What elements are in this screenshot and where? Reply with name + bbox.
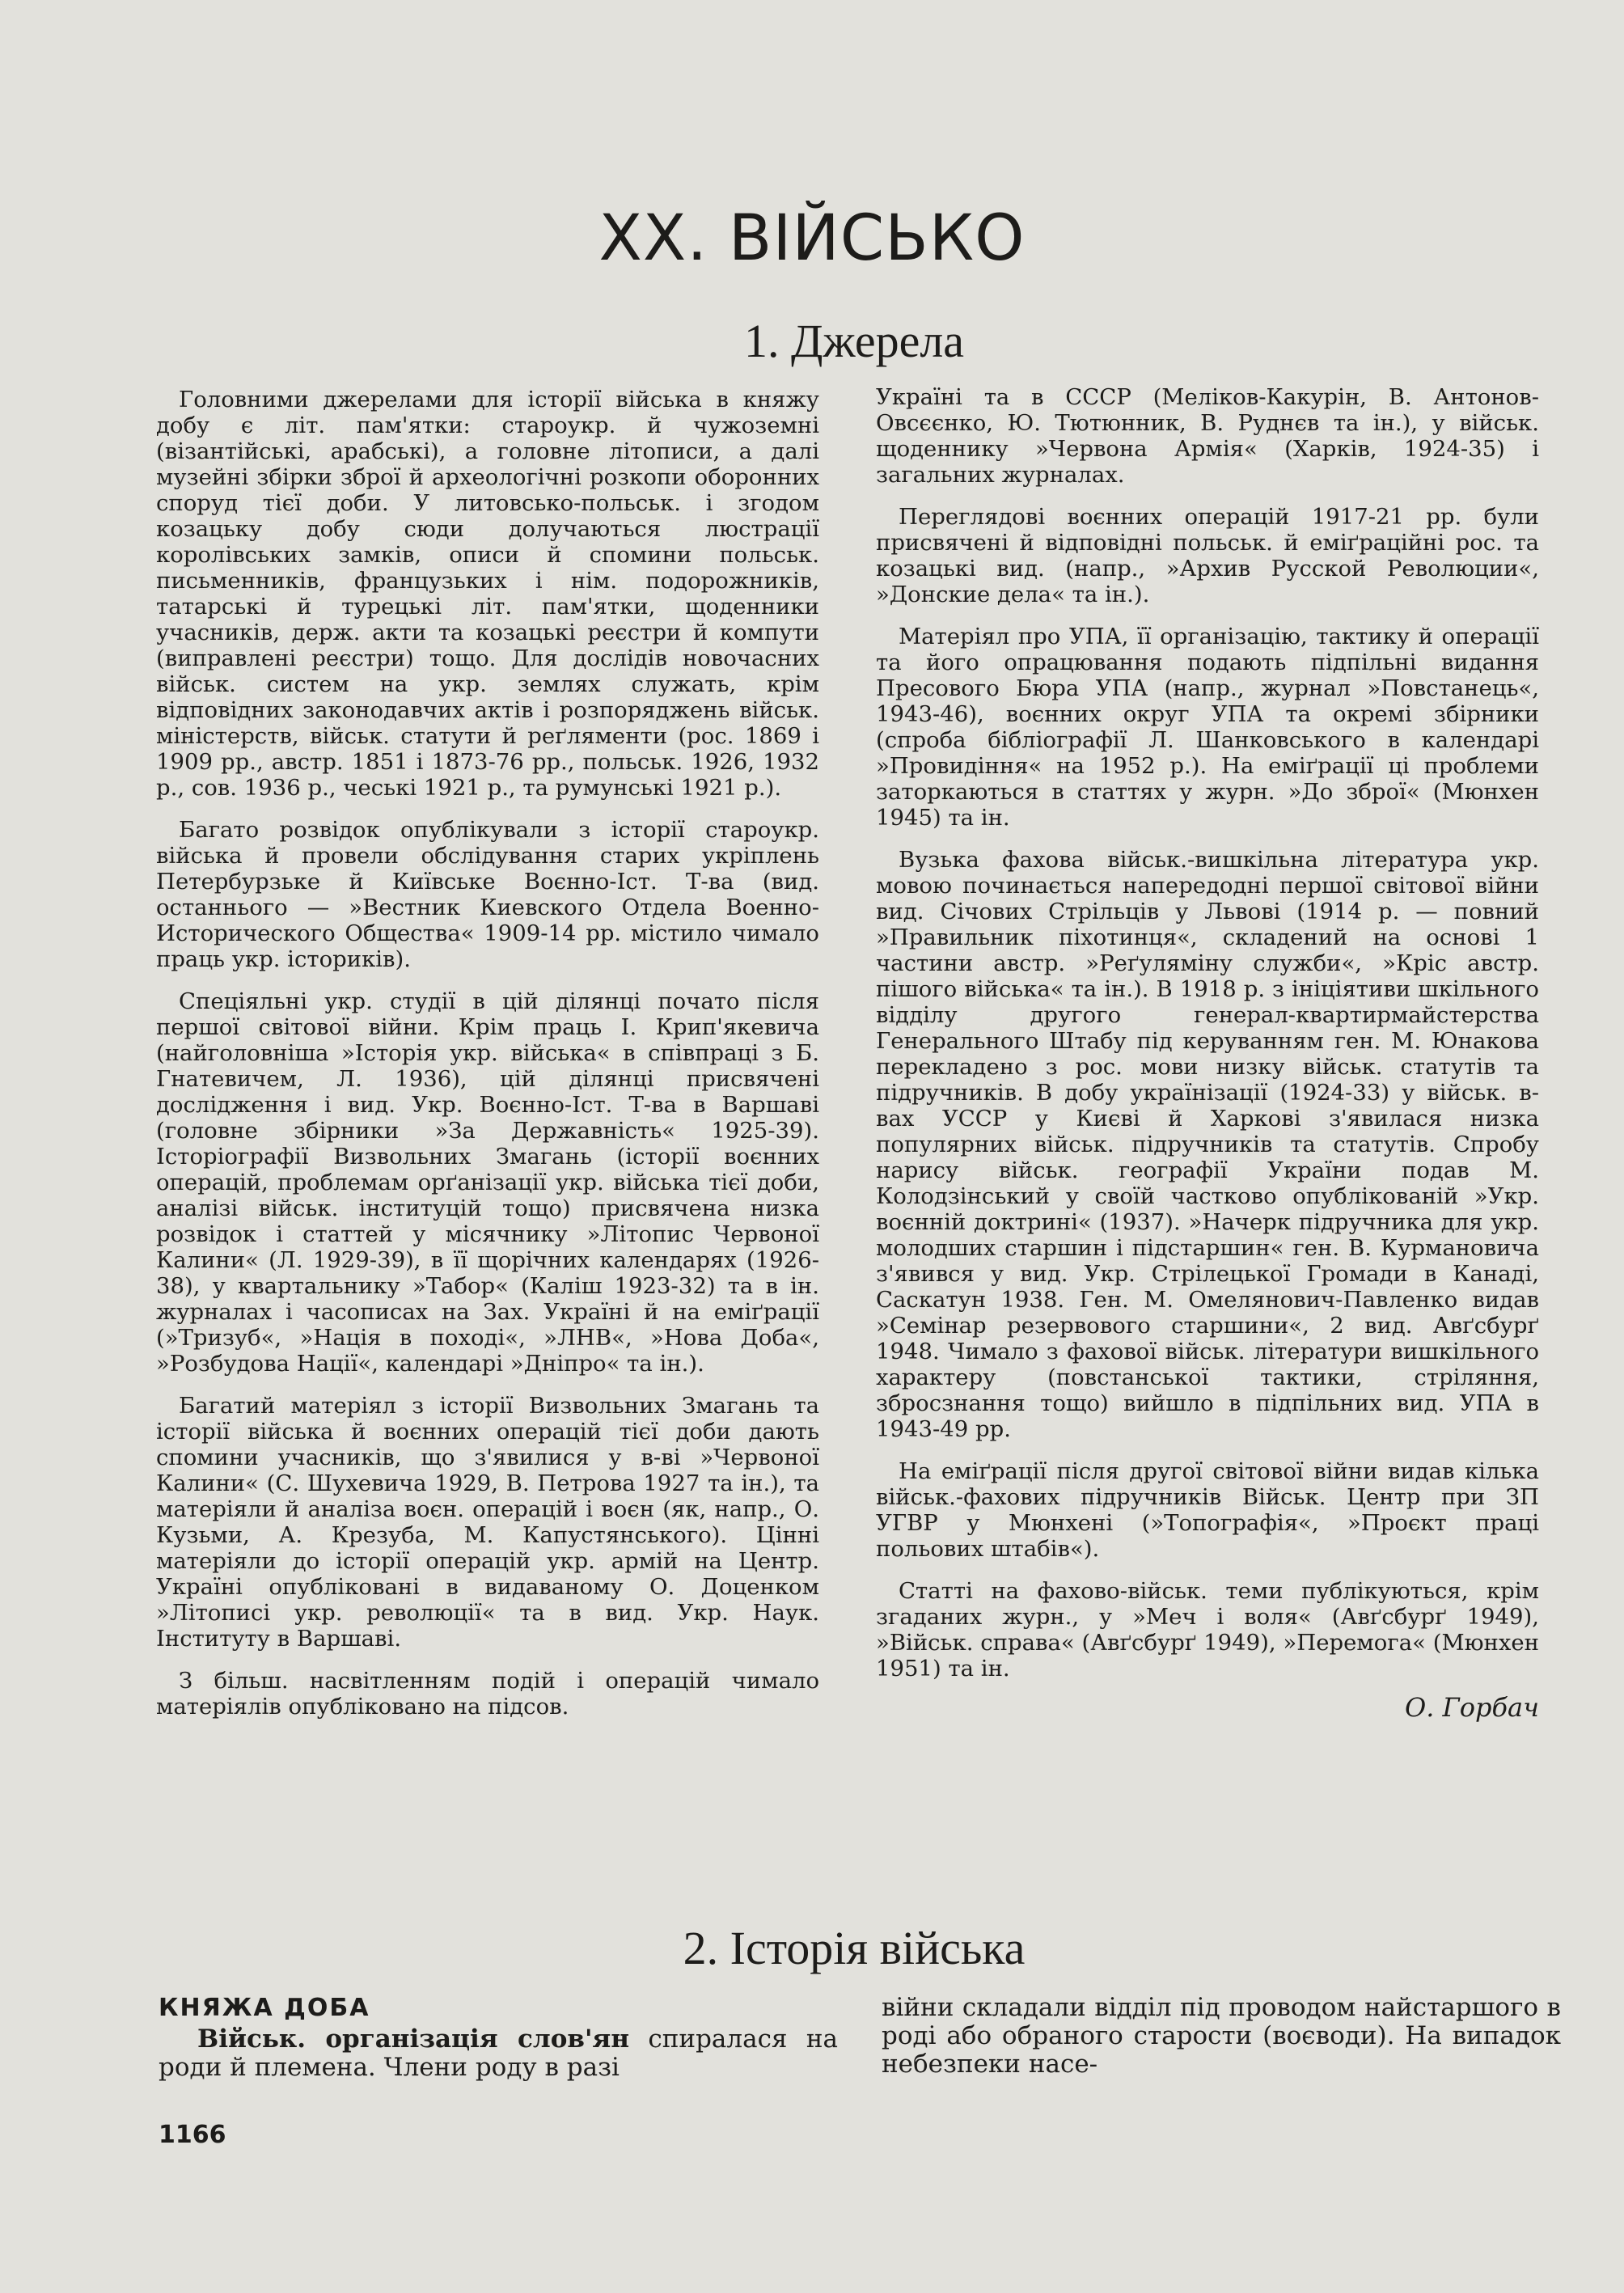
paragraph: Багато розвідок опублікували з історії староукр. війська й провели обслідування старих укріплень Петербурзьке й Київське Воєнно-Іст. Т-ва (вид. останнього — »Вестник Киевского Отдела Военно-Исторического Общества« 1909-14 рр. містило чимало праць укр. істориків). [156,817,819,972]
paragraph: Україні та в СССР (Меліков-Какурін, В. Антонов-Овсєєнко, Ю. Тютюнник, В. Руднєв та ін.), у військ. щоденнику »Червона Армія« (Харків, 1924-35) і загальних журналах. [876,384,1539,488]
paragraph: Статті на фахово-військ. теми публікуються, крім згаданих журн., у »Меч і воля« (Авґсбурґ 1949), »Військ. справа« (Авґсбурґ 1949), »Перемога« (Мюнхен 1951) та ін. [876,1578,1539,1682]
page-number: 1166 [159,2121,226,2149]
paragraph: Переглядові воєнних операцій 1917-21 рр. були присвячені й відповідні польськ. й еміґраційні рос. та козацькі вид. (напр., »Архив Русской Революции«, »Донские дела« та ін.). [876,504,1539,607]
section-title-history: 2. Історія війська [683,1922,1026,1974]
lead-phrase: Військ. організація слов'ян [197,2024,630,2054]
section-title-sources: 1. Джерела [743,315,965,367]
paragraph: війни складали відділ під проводом найстаршого в роді або обраного старости (воєводи). На випадок небезпеки насе- [882,1993,1561,2079]
chapter-title: XX. ВІЙСЬКО [598,202,1026,275]
paragraph: Головними джерелами для історії війська в княжу добу є літ. пам'ятки: староукр. й чужоземні (візантійські, арабські), а головне літописи, а далі музейні збірки зброї й археологічні розкопи оборонних споруд тієї доби. У литовсько-польськ. і згодом козацьку добу сюди долучаються люстрації королівських замків, описи й спомини польськ. письменників, французьких і нім. подорожників, татарські й турецькі літ. пам'ятки, щоденники учасників, держ. акти та козацькі реєстри й компути (виправлені реєстри) тощо. Для дослідів новочасних військ. систем на укр. землях служать, крім відповідних законодавчих актів і розпоряджень військ. міністерств, військ. статути й реґляменти (рос. 1869 і 1909 рр., австр. 1851 і 1873-76 рр., польськ. 1926, 1932 р., сов. 1936 р., чеські 1921 р., та румунські 1921 р.). [156,387,819,801]
paragraph: На еміґрації після другої світової війни видав кілька військ.-фахових підручників Військ. Центр при ЗП УГВР у Мюнхені (»Топографія«, »Проєкт праці польових штабів«). [876,1458,1539,1562]
paragraph [159,2025,838,2082]
sources-right-column [876,384,1539,1723]
subsection-heading: КНЯЖА ДОБА [159,1994,370,2022]
paragraph: Матеріял про УПА, її організацію, тактику й операції та його опрацювання подають підпільні видання Пресового Бюра УПА (напр., журнал »Повстанець«, 1943-46), воєнних округ УПА та окремі збірники (спроба бібліографії Л. Шанковського в календарі »Провидіння« на 1952 р.). На еміґрації ці проблеми заторкаються в статтях у журн. »До зброї« (Мюнхен 1945) та ін. [876,624,1539,831]
paragraph: Багатий матеріял з історії Визвольних Змагань та історії війська й воєнних операцій тієї доби дають спомини учасників, що з'явилися у в-ві »Червоної Калини« (С. Шухевича 1929, В. Петрова 1927 та ін.), та матеріяли й аналіза воєн. операцій і воєн (як, напр., О. Кузьми, А. Крезуба, М. Капустянського). Цінні матеріяли до історії операцій укр. армій на Центр. Україні опубліковані в видаваному О. Доценком »Літописі укр. революції« та в вид. Укр. Наук. Інституту в Варшаві. [156,1393,819,1652]
history-right-column [882,1994,1561,2079]
paragraph: Вузька фахова військ.-вишкільна література укр. мовою починається напередодні першої світової війни вид. Січових Стрільців у Львові (1914 р. — повний »Правильник піхотинця«, складений на основі 1 частини австр. »Реґуляміну служби«, »Кріс австр. пішого війська« та ін.). В 1918 р. з ініціятиви шкільного відділу другого генерал-квартирмайстерства Генерального Штабу під керуванням ген. М. Юнакова перекладено з рос. мови низку військ. статутів та підручників. В добу українізації (1924-33) у військ. в-вах УССР у Києві й Харкові з'явилася низка популярних військ. підручників та статутів. Спробу нарису військ. географії України подав М. Колодзінський у своїй частково опублікованій »Укр. воєнній доктрині« (1937). »Начерк підручника для укр. молодших старшин і підстаршин« ген. В. Курмановича з'явився у вид. Укр. Стрілецької Громади в Канаді, Саскатун 1938. Ген. М. Омелянович-Павленко видав »Семінар резервового старшини«, 2 вид. Авґсбурґ 1948. Чимало з фахової військ. літератури вишкільного характеру (повстанської тактики, стріляння, збросзнання тощо) вийшло в підпільних вид. УПА в 1943-49 рр. [876,847,1539,1442]
paragraph-text: спиралася на роди й племена. Члени роду в разі [159,2024,838,2082]
history-left-column [159,1994,838,2082]
paragraph: Спеціяльні укр. студії в цій ділянці почато після першої світової війни. Крім праць І. Крип'якевича (найголовніша »Історія укр. війська« в співпраці з Б. Гнатевичем, Л. 1936), цій ділянці присвячені дослідження і вид. Укр. Воєнно-Іст. Т-ва в Варшаві (головне збірники »За Державність« 1925-39). Історіографії Визвольних Змагань (історії воєнних операцій, проблемам орґанізації укр. війська тієї доби, аналізі військ. інституцій тощо) присвячена низка розвідок і статтей у місячнику »Літопис Червоної Калини« (Л. 1929-39), в її щорічних календарях (1926-38), у квартальнику »Табор« (Каліш 1923-32) та в ін. журналах і часописах на Зах. Україні й на еміґрації (»Тризуб«, »Нація в поході«, »ЛНВ«, »Нова Доба«, »Розбудова Нації«, календарі »Дніпро« та ін.). [156,988,819,1377]
sources-left-column [156,387,819,1736]
author-signature: О. Горбач [1404,1692,1539,1723]
paragraph: З більш. насвітленням подій і операцій чимало матеріялів опубліковано на підсов. [156,1668,819,1720]
